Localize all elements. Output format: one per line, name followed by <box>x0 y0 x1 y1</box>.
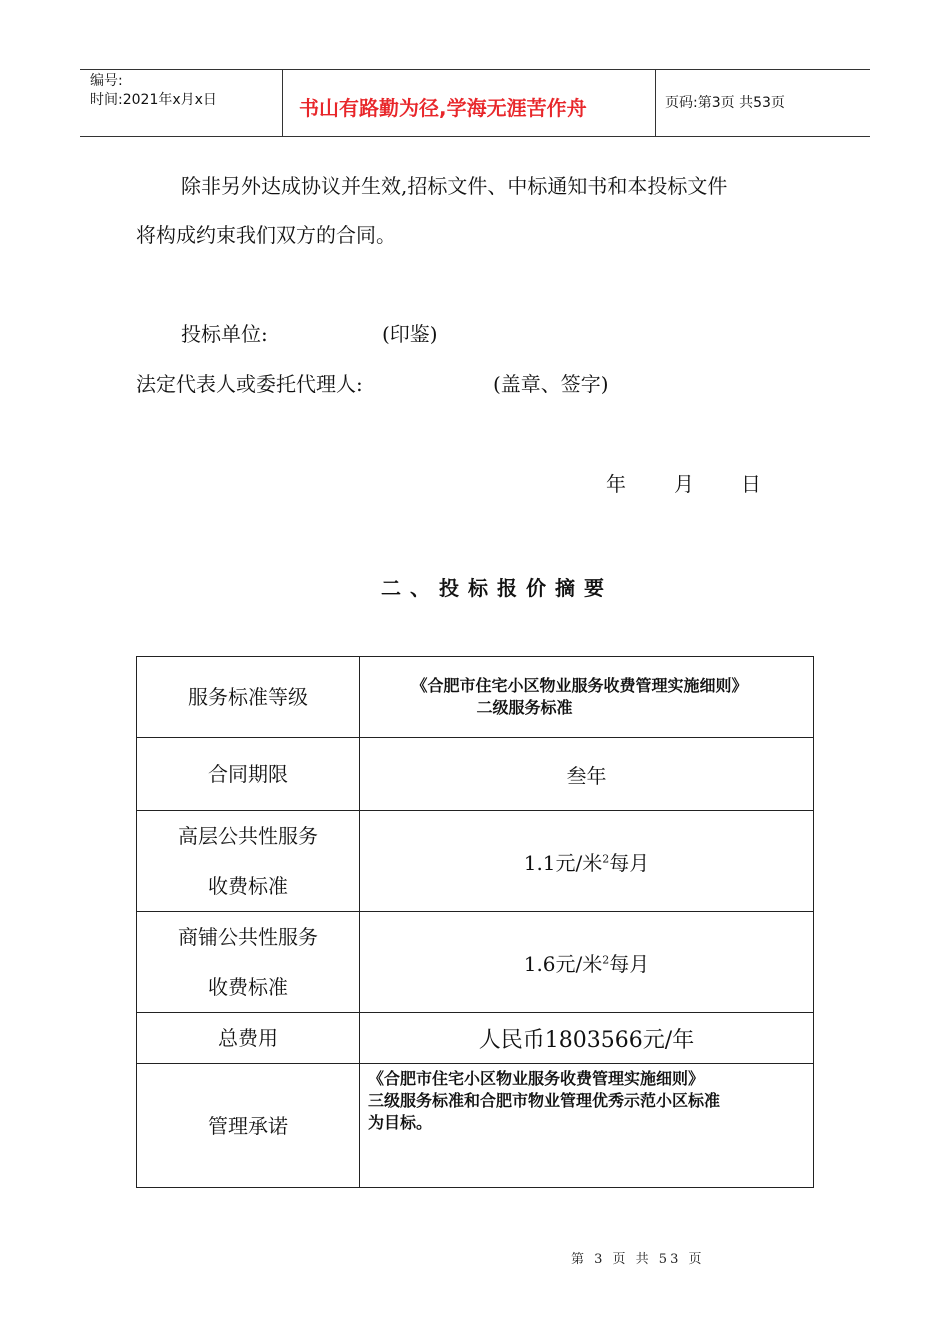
table-row <box>137 738 814 811</box>
table-row <box>137 657 814 738</box>
row-value-line: 为目标。 <box>368 1113 433 1132</box>
row-label <box>137 811 360 912</box>
page-footer: 第 3 页 共 53 页 <box>571 1252 705 1267</box>
row-value-line: 《合肥市住宅小区物业服务收费管理实施细则》 <box>368 1069 705 1088</box>
section-title: 二、投标报价摘要 <box>381 576 613 600</box>
row-value-line: 三级服务标准和合肥市物业管理优秀示范小区标准 <box>368 1091 721 1110</box>
table-row <box>137 912 814 1013</box>
seal-label: (印鉴) <box>382 322 438 346</box>
date-day: 日 <box>741 472 761 496</box>
row-value <box>360 912 814 1013</box>
fee-period: 每月 <box>609 850 650 875</box>
row-value <box>360 811 814 912</box>
header-bottom-rule <box>80 136 870 137</box>
date-month: 月 <box>674 472 694 496</box>
header-page-info: 页码:第3页 共53页 <box>665 95 785 111</box>
row-label-line: 高层公共性服务 <box>178 824 318 848</box>
row-value <box>360 1064 814 1188</box>
row-value: 叁年 <box>360 738 814 811</box>
header-divider-left <box>282 69 283 136</box>
row-label: 总费用 <box>137 1013 360 1064</box>
contract-paragraph-line1: 除非另外达成协议并生效,招标文件、中标通知书和本投标文件 <box>181 174 728 198</box>
header-motto: 书山有路勤为径,学海无涯苦作舟 <box>299 96 587 120</box>
table-row <box>137 1013 814 1064</box>
date-year: 年 <box>606 472 626 496</box>
fee-period: 每月 <box>609 951 650 976</box>
fee-amount: 1.1元/米 <box>523 850 603 875</box>
row-value <box>360 657 814 738</box>
table-row <box>137 1064 814 1188</box>
row-label-line: 收费标准 <box>208 975 288 999</box>
row-label: 合同期限 <box>137 738 360 811</box>
row-label-line: 收费标准 <box>208 874 288 898</box>
bidder-label: 投标单位: <box>181 322 268 346</box>
contract-paragraph-line2: 将构成约束我们双方的合同。 <box>136 223 396 247</box>
header-divider-right <box>655 69 656 136</box>
fee-unit-superscript: 2 <box>602 851 610 865</box>
row-value-line: 《合肥市住宅小区物业服务收费管理实施细则》 <box>411 676 748 695</box>
total-fee-value: 人民币1803566元/年 <box>360 1013 814 1064</box>
table-row <box>137 811 814 912</box>
fee-amount: 1.6元/米 <box>523 951 603 976</box>
row-label: 管理承诺 <box>137 1064 360 1188</box>
row-label <box>137 912 360 1013</box>
header-top-rule <box>80 69 870 70</box>
row-value-line: 二级服务标准 <box>476 698 573 717</box>
row-label: 服务标准等级 <box>137 657 360 738</box>
fee-unit-superscript: 2 <box>602 952 610 966</box>
document-date-label: 时间:2021年x月x日 <box>90 92 217 108</box>
document-number-label: 编号: <box>90 73 123 89</box>
sign-label: (盖章、签字) <box>493 372 609 396</box>
representative-label: 法定代表人或委托代理人: <box>136 372 363 396</box>
bid-summary-table <box>136 656 814 1188</box>
row-label-line: 商铺公共性服务 <box>178 925 318 949</box>
